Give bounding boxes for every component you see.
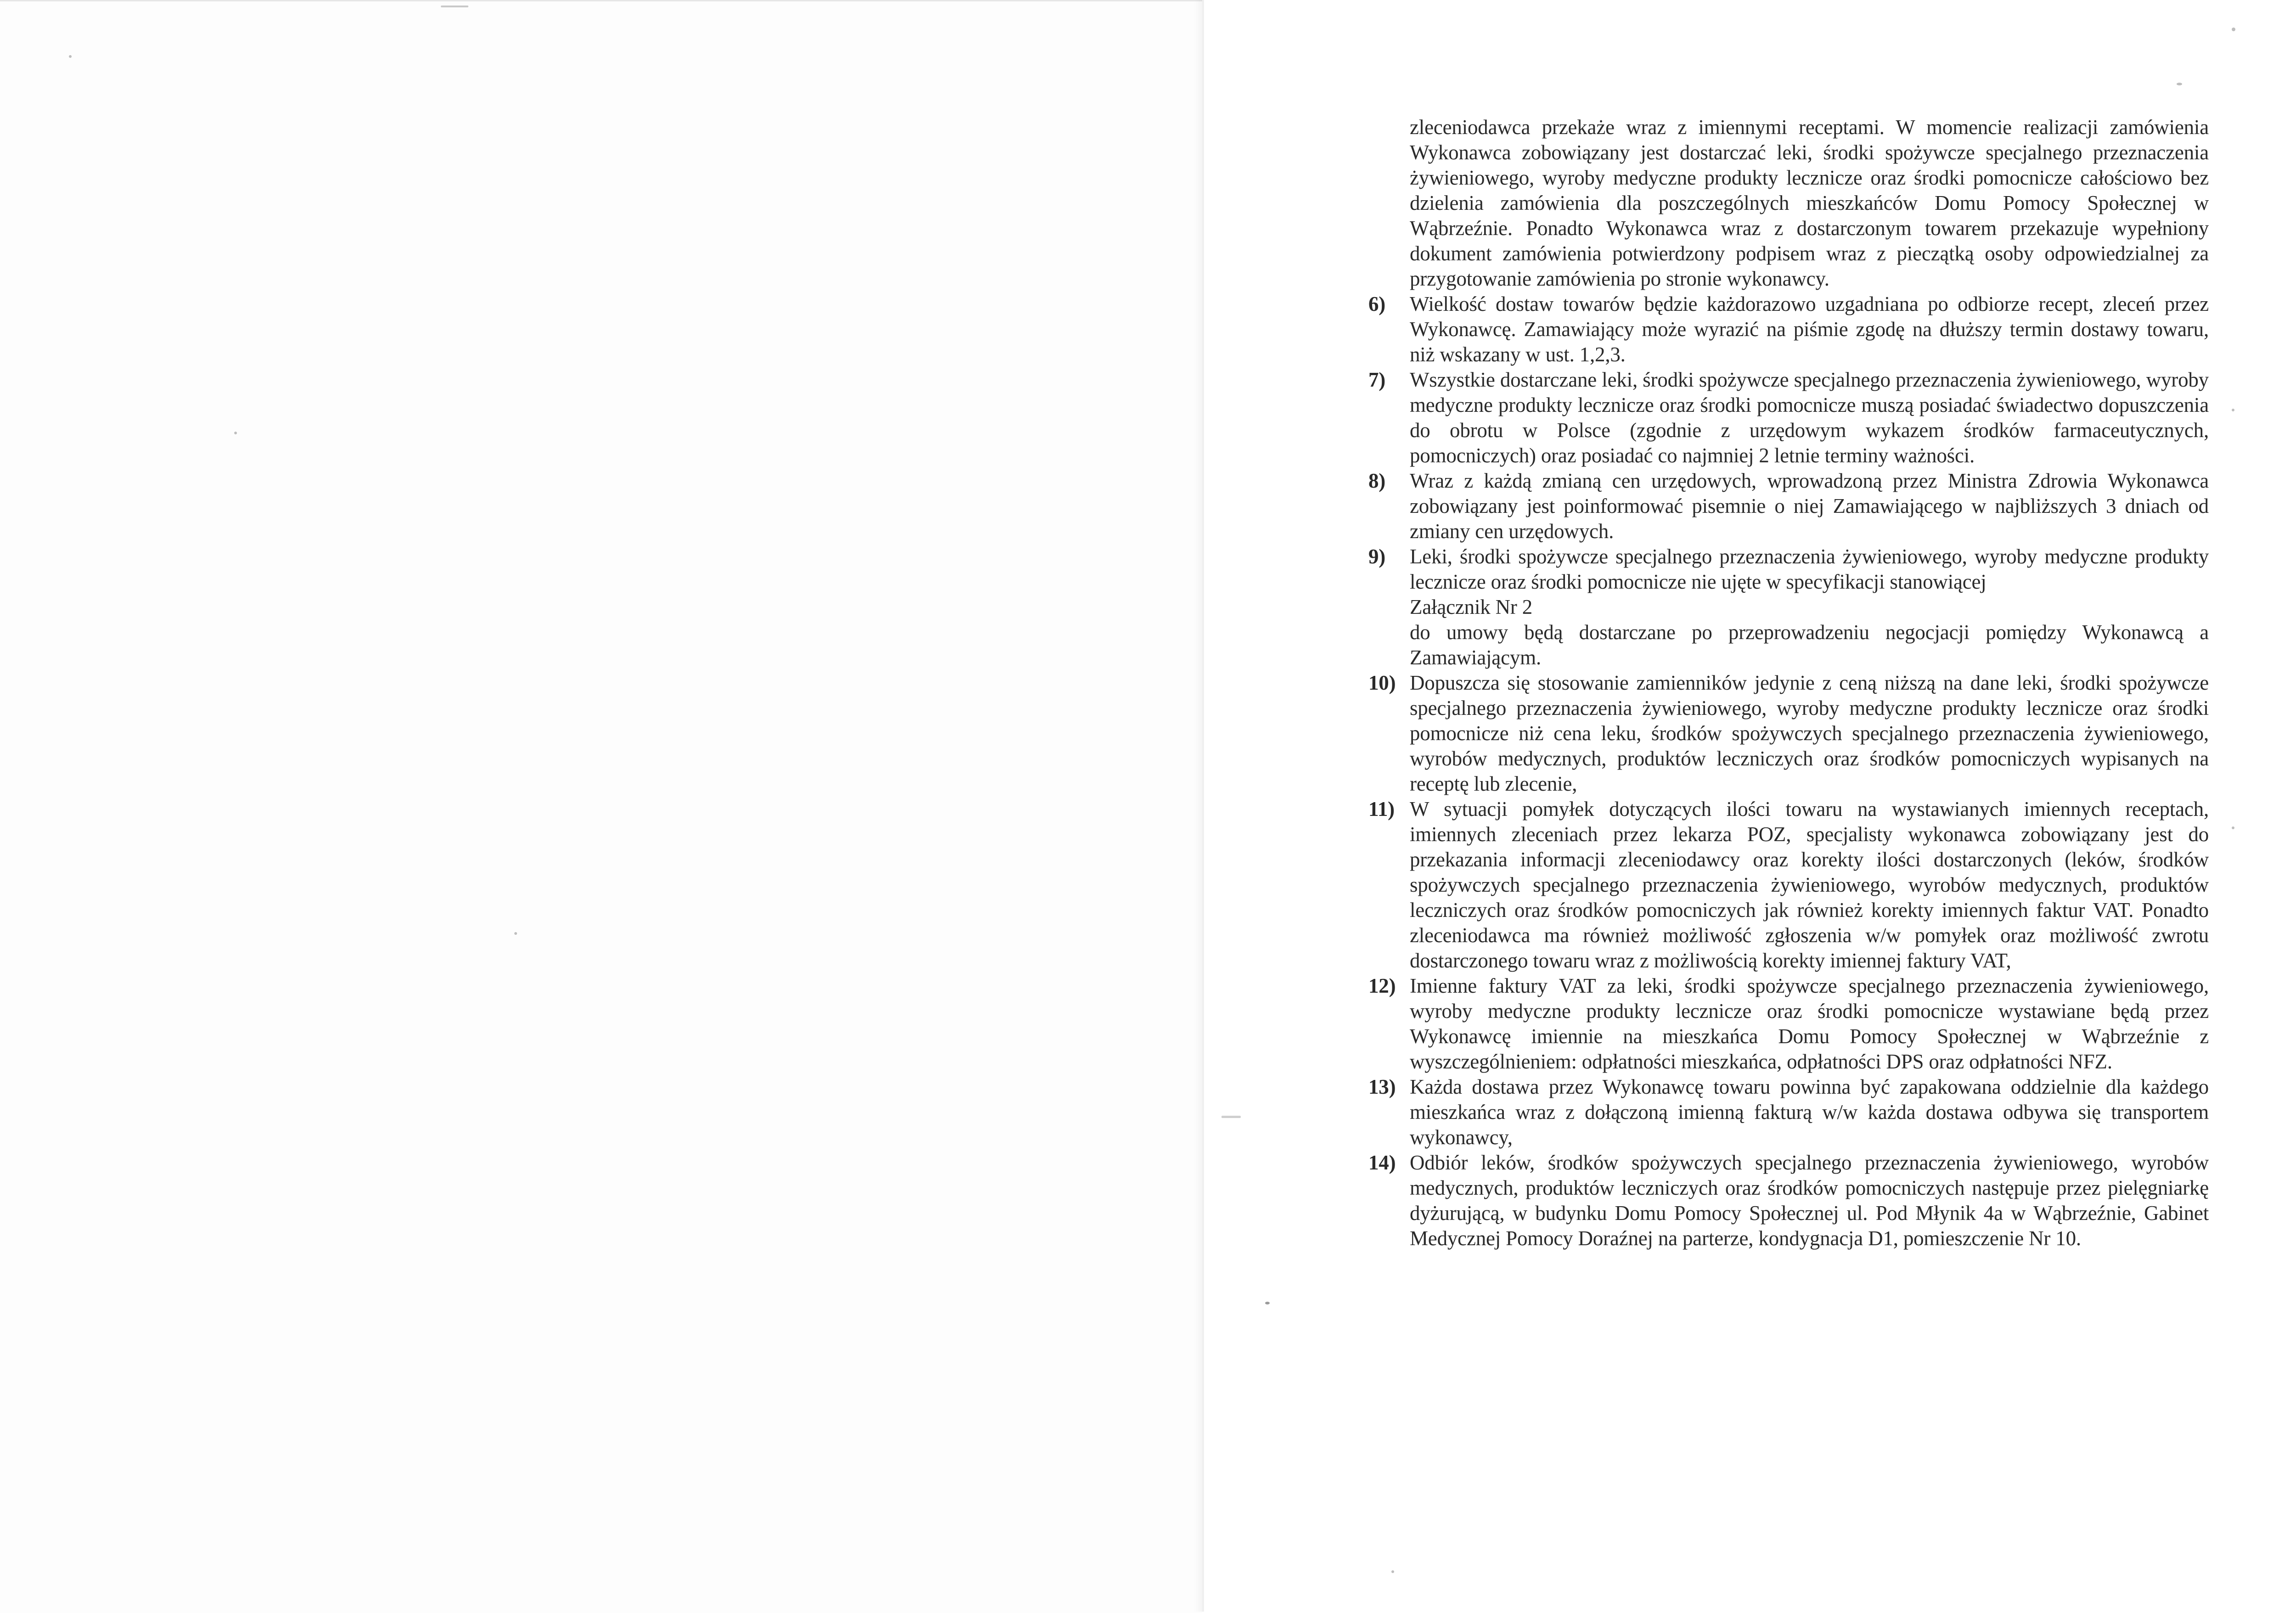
- list-item-9: [1368, 544, 2209, 670]
- item-number: 6): [1368, 292, 1386, 315]
- item-number: 10): [1368, 671, 1396, 694]
- scan-speck: [441, 6, 468, 7]
- item-text: Leki, środki spożywcze specjalnego przeznaczenia żywieniowego, wyroby medyczne produkty lecznicze oraz środki pomocnicze nie ujęte w specyfikacji stanowiącej Załącznik Nr 2 do umowy będą dostarczane po przeprowadzeniu negocjacji pomiędzy Wykonawcą a Zamawiającym.: [1410, 545, 2209, 669]
- item-text: W sytuacji pomyłek dotyczących ilości towaru na wystawianych imiennych receptach, imiennych zleceniach przez lekarza POZ, specjalisty wykonawca zobowiązany jest do przekazania informacji zleceniodawcy oraz korekty ilości dostarczonych (leków, środków spożywczych specjalnego przeznaczenia żywieniowego, wyrobów medycznych, produktów leczniczych oraz środków pomocniczych jak również korekty imiennych faktur VAT. Ponadto zleceniodawca ma również możliwość zgłoszenia w/w pomyłek oraz możliwość zwrotu dostarczonego towaru wraz z możliwością korekty imiennej faktury VAT,: [1410, 798, 2209, 972]
- scan-speck: [234, 432, 237, 434]
- list-item-14: [1368, 1150, 2209, 1251]
- scan-speck: [2232, 28, 2235, 31]
- item-number: 9): [1368, 545, 1386, 568]
- document-text: [1368, 115, 2209, 1251]
- list-item-8: [1368, 468, 2209, 544]
- intro-paragraph: zleceniodawca przekaże wraz z imiennymi receptami. W momencie realizacji zamówienia Wykonawca zobowiązany jest dostarczać leki, środki spożywcze specjalnego przeznaczenia żywieniowego, wyroby medyczne produkty lecznicze oraz środki pomocnicze całościowo bez dzielenia zamówienia dla poszczególnych mieszkańców Domu Pomocy Społecznej w Wąbrzeźnie. Ponadto Wykonawca wraz z dostarczonym towarem przekazuje wypełniony dokument zamówienia potwierdzony podpisem wraz z pieczątką osoby odpowiedzialnej za przygotowanie zamówienia po stronie wykonawcy.: [1410, 116, 2209, 290]
- item-text: Odbiór leków, środków spożywczych specjalnego przeznaczenia żywieniowego, wyrobów medycznych, produktów leczniczych oraz środków pomocniczych następuje przez pielęgniarkę dyżurującą, w budynku Domu Pomocy Społecznej ul. Pod Młynik 4a w Wąbrzeźnie, Gabinet Medycznej Pomocy Doraźnej na parterze, kondygnacja D1, pomieszczenie Nr 10.: [1410, 1151, 2209, 1250]
- list-item-7: [1368, 367, 2209, 468]
- scan-speck: [1265, 1302, 1270, 1304]
- item-number: 13): [1368, 1075, 1396, 1098]
- item-number: 11): [1368, 798, 1395, 821]
- list-item-11: [1368, 797, 2209, 973]
- item-number: 7): [1368, 368, 1386, 391]
- item-number: 14): [1368, 1151, 1396, 1174]
- list-item-6: [1368, 292, 2209, 367]
- item-text: Wielkość dostaw towarów będzie każdorazowo uzgadniana po odbiorze recept, zleceń przez Wykonawcę. Zamawiający może wyrazić na piśmie zgodę na dłuższy termin dostawy towaru, niż wskazany w ust. 1,2,3.: [1410, 292, 2209, 366]
- scan-speck: [2177, 83, 2182, 85]
- item-text: Dopuszcza się stosowanie zamienników jedynie z ceną niższą na dane leki, środki spożywcze specjalnego przeznaczenia żywieniowego, wyroby medyczne produkty lecznicze oraz środki pomocnicze niż cena leku, środków spożywczych specjalnego przeznaczenia żywieniowego, wyrobów medycznych, produktów leczniczych oraz środków pomocniczych wypisanych na receptę lub zlecenie,: [1410, 671, 2209, 795]
- item-text: Wraz z każdą zmianą cen urzędowych, wprowadzoną przez Ministra Zdrowia Wykonawca zobowiązany jest poinformować pisemnie o niej Zamawiającego w najbliższych 3 dniach od zmiany cen urzędowych.: [1410, 469, 2209, 543]
- item-text: Imienne faktury VAT za leki, środki spożywcze specjalnego przeznaczenia żywieniowego, wyroby medyczne produkty lecznicze oraz środki pomocnicze wystawiane będą przez Wykonawcę imiennie na mieszkańca Domu Pomocy Społecznej w Wąbrzeźnie z wyszczególnieniem: odpłatności mieszkańca, odpłatności DPS oraz odpłatności NFZ.: [1410, 974, 2209, 1073]
- scan-speck: [1391, 1570, 1394, 1573]
- scan-speck: [514, 932, 517, 935]
- page-corner-fold: [2197, 0, 2296, 110]
- item-number: 8): [1368, 469, 1386, 492]
- item-number: 12): [1368, 974, 1396, 997]
- scan-speck: [1221, 1116, 1241, 1118]
- scan-speck: [2232, 826, 2234, 829]
- item-text: Wszystkie dostarczane leki, środki spożywcze specjalnego przeznaczenia żywieniowego, wyroby medyczne produkty lecznicze oraz środki pomocnicze muszą posiadać świadectwo dopuszczenia do obrotu w Polsce (zgodnie z urzędowym wykazem środków farmaceutycznych, pomocniczych) oraz posiadać co najmniej 2 letnie terminy ważności.: [1410, 368, 2209, 467]
- list-item-12: [1368, 973, 2209, 1074]
- scan-speck: [2232, 409, 2234, 411]
- scan-speck: [69, 55, 72, 58]
- list-item-10: [1368, 670, 2209, 797]
- list-item-13: [1368, 1074, 2209, 1150]
- item-text: Każda dostawa przez Wykonawcę towaru powinna być zapakowana oddzielnie dla każdego mieszkańca wraz z dołączoną imienną fakturą w/w każda dostawa odbywa się transportem wykonawcy,: [1410, 1075, 2209, 1149]
